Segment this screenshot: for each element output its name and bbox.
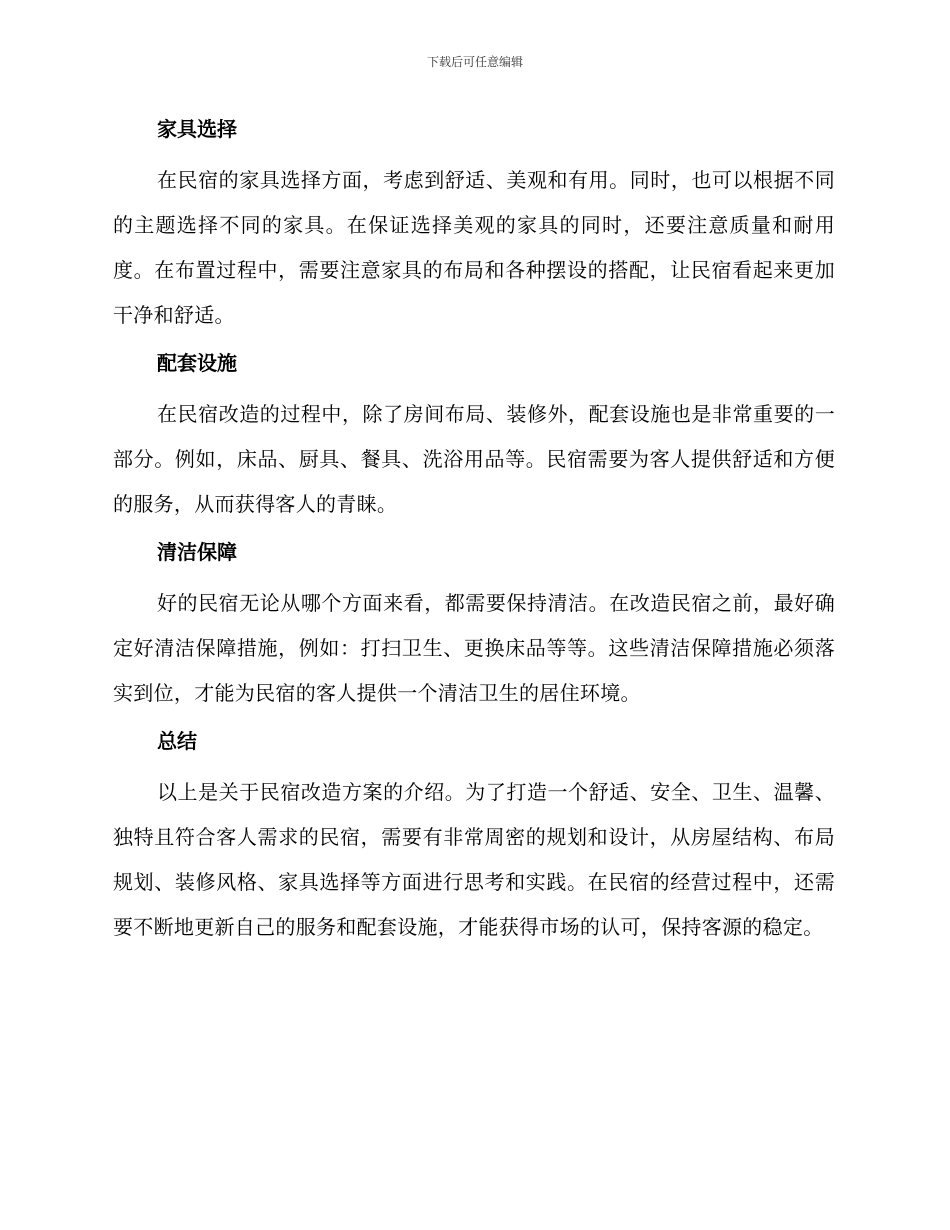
section-paragraph-facilities: 在民宿改造的过程中，除了房间布局、装修外，配套设施也是非常重要的一部分。例如，床品、厨具、餐具、洗浴用品等。民宿需要为客人提供舒适和方便的服务，从而获得客人的青睐。 [113,402,835,516]
section-heading-facilities: 配套设施 [157,351,237,375]
section-paragraph-summary: 以上是关于民宿改造方案的介绍。为了打造一个舒适、安全、卫生、温馨、独特且符合客人需求的民宿，需要有非常周密的规划和设计，从房屋结构、布局规划、装修风格、家具选择等方面进行思考和实践。在民宿的经营过程中，还需要不断地更新自己的服务和配套设施，才能获得市场的认可，保持客源的稳定。 [113,780,835,939]
section-heading-summary: 总结 [157,729,197,753]
document-body [113,112,835,950]
section-paragraph-cleaning: 好的民宿无论从哪个方面来看，都需要保持清洁。在改造民宿之前，最好确定好清洁保障措施，例如：打扫卫生、更换床品等等。这些清洁保障措施必须落实到位，才能为民宿的客人提供一个清洁卫生的居住环境。 [113,591,835,705]
section-heading-cleaning: 清洁保障 [157,540,237,564]
section-heading-furniture: 家具选择 [157,117,237,141]
section-paragraph-furniture: 在民宿的家具选择方面，考虑到舒适、美观和有用。同时，也可以根据不同的主题选择不同的家具。在保证选择美观的家具的同时，还要注意质量和耐用度。在布置过程中，需要注意家具的布局和各种摆设的搭配，让民宿看起来更加干净和舒适。 [113,168,835,327]
page-header-note: 下载后可任意编辑 [426,55,523,69]
